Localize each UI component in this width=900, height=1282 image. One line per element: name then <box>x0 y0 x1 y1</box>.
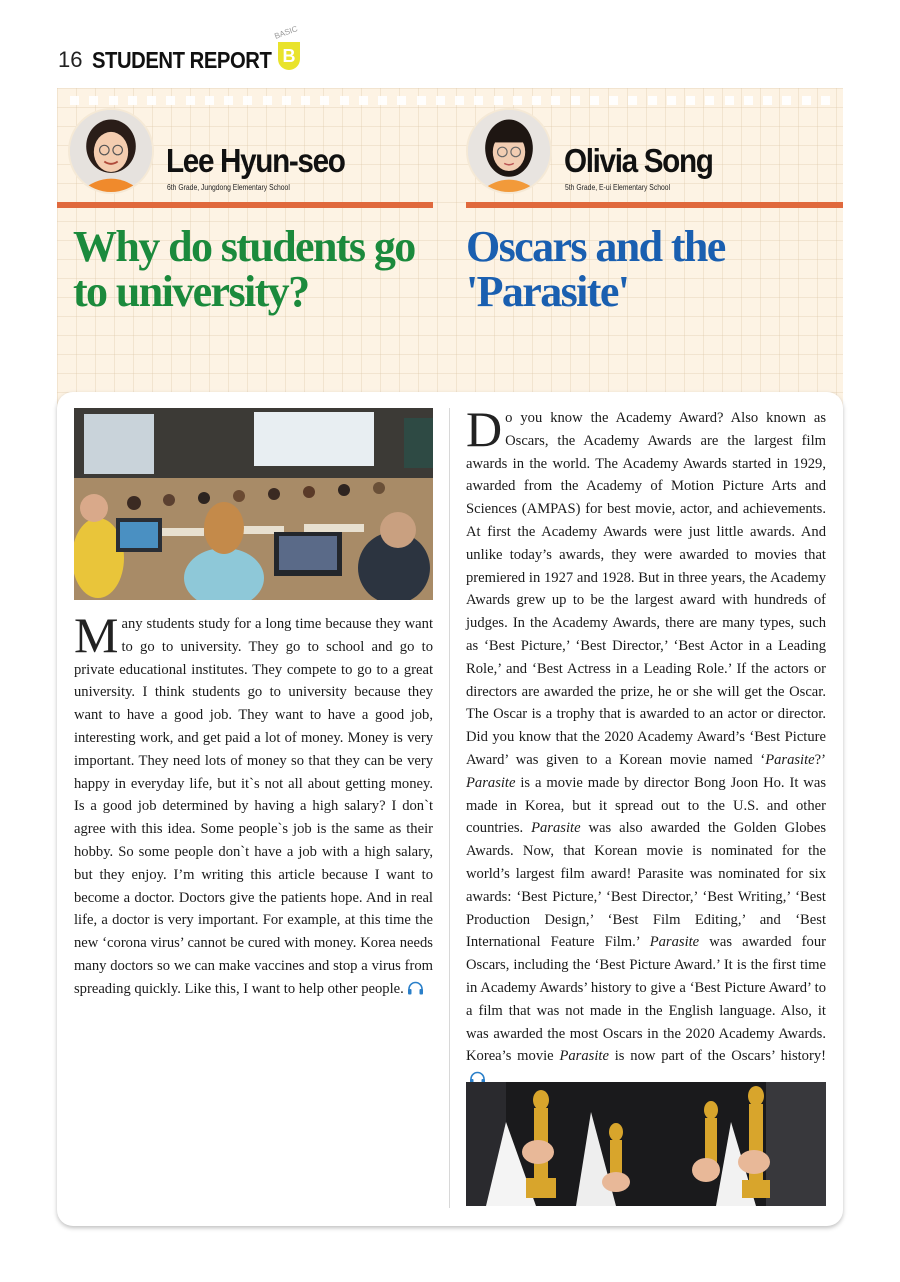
drop-cap: M <box>74 607 119 663</box>
author-name: Olivia Song <box>564 142 713 179</box>
movie-title: Parasite <box>466 774 516 791</box>
lecture-hall-photo <box>74 408 433 600</box>
author-photo <box>466 108 552 194</box>
drop-cap: D <box>466 401 503 457</box>
title-rule <box>57 202 433 208</box>
article-text-part: was also awarded the Golden Globes Awards. Now, that Korean movie is nominated for the world’s largest film award! Parasite was nominated for six awards: ‘Best Picture,’ ‘Best Director,’ ‘Best Writing,’ ‘Best Production Design,’ ‘Best Film Editing,’ and ‘Best International Feature Film.’ <box>466 820 826 951</box>
author-photo <box>68 108 154 194</box>
title-rule <box>466 202 843 208</box>
article-text-part: was awarded four Oscars, including the ‘Best Picture Award.’ It is the first time in Academy Awards’ history to give a ‘Best Picture Award’ to a film that was not made in the English language. Also, it was awarded the most Oscars in the 2020 Academy Awards. Korea’s movie <box>466 934 826 1065</box>
left-headline: Why do students go to university? <box>73 222 415 316</box>
article-text-part: is now part of the Oscars’ history! <box>608 1048 826 1065</box>
article-text-part: is a movie made by director Bong Joon Ho. It was made in Korea, but it spread out to the U.S. and other countries. <box>466 774 826 837</box>
left-article-body <box>74 607 433 1001</box>
author-school: 6th Grade, Jungdong Elementary School <box>167 183 290 192</box>
page-header <box>58 40 296 80</box>
section-title: STUDENT REPORT <box>92 46 272 73</box>
author-school: 5th Grade, E-ui Elementary School <box>565 183 671 192</box>
headphones-icon <box>407 981 424 995</box>
page-number: 16 <box>58 47 83 72</box>
movie-title: Parasite <box>531 820 581 837</box>
movie-title: Parasite <box>649 934 700 951</box>
article-text-part: ?’ <box>814 751 826 768</box>
level-letter: B <box>278 42 300 70</box>
dot-strip <box>70 96 830 108</box>
oscar-statuettes-photo <box>466 1082 826 1206</box>
article-text-part: o you know the Academy Award? Also known as Oscars, the Academy Awards are the largest film awards in the world. The Academy Awards started in 1929, awarded from the Academy of Motion Picture Arts and Sciences (AMPAS) for best movie, actor, and achievements. At first the Academy Awards were just little awards. And unlike today’s awards, they were awarded to movies that premiered in 1927 and 1928. But in three years, the Academy Awards grew up to be the largest award with hundreds of judges. In the Academy Awards, there are many types, such as ‘Best Picture,’ ‘Best Director,’ ‘Best Actor in a Leading Role,’ and ‘Best Actress in a Leading Role.’ If the actors or directors are awarded the prize, he or she will get the Oscar. The Oscar is a trophy that is awarded to an actor or director. Did you know that the 2020 Academy Award’s ‘Best Picture Award’ was given to a Korean movie named ‘ <box>466 410 826 768</box>
column-divider <box>449 408 450 1208</box>
left-article-text: any students study for a long time because they want to go to university. They go to school and go to private educational institutes. They compete to go to a great university. I think students go to university because they want to have a good job. They want to have a good job, interesting work, and get paid a lot of money. Money is very important. They need lots of money so that they can be very happy in everyday life, but it`s not all about getting money. Is a good job determined by having a high salary? I don`t agree with this idea. Some people`s job is the same as their hobby. So some people don`t have a job with a high salary, but they enjoy. I’m writing this article because I want to become a doctor. Doctors give the patients hope. And in real life, a doctor is very important. For example, at this time the new ‘corona virus’ cannot be cured with money. Korea needs many doctors so we can make vaccines and stop a virus from spreading quickly. Like this, I want to help other people. <box>74 616 433 997</box>
right-article-body <box>466 401 826 1091</box>
author-name: Lee Hyun-seo <box>166 142 345 179</box>
movie-title: Parasite <box>559 1048 609 1065</box>
level-label: BASIC <box>273 24 299 41</box>
right-headline: Oscars and the 'Parasite' <box>466 222 725 316</box>
level-badge <box>272 24 306 74</box>
movie-title: Parasite <box>765 751 815 768</box>
